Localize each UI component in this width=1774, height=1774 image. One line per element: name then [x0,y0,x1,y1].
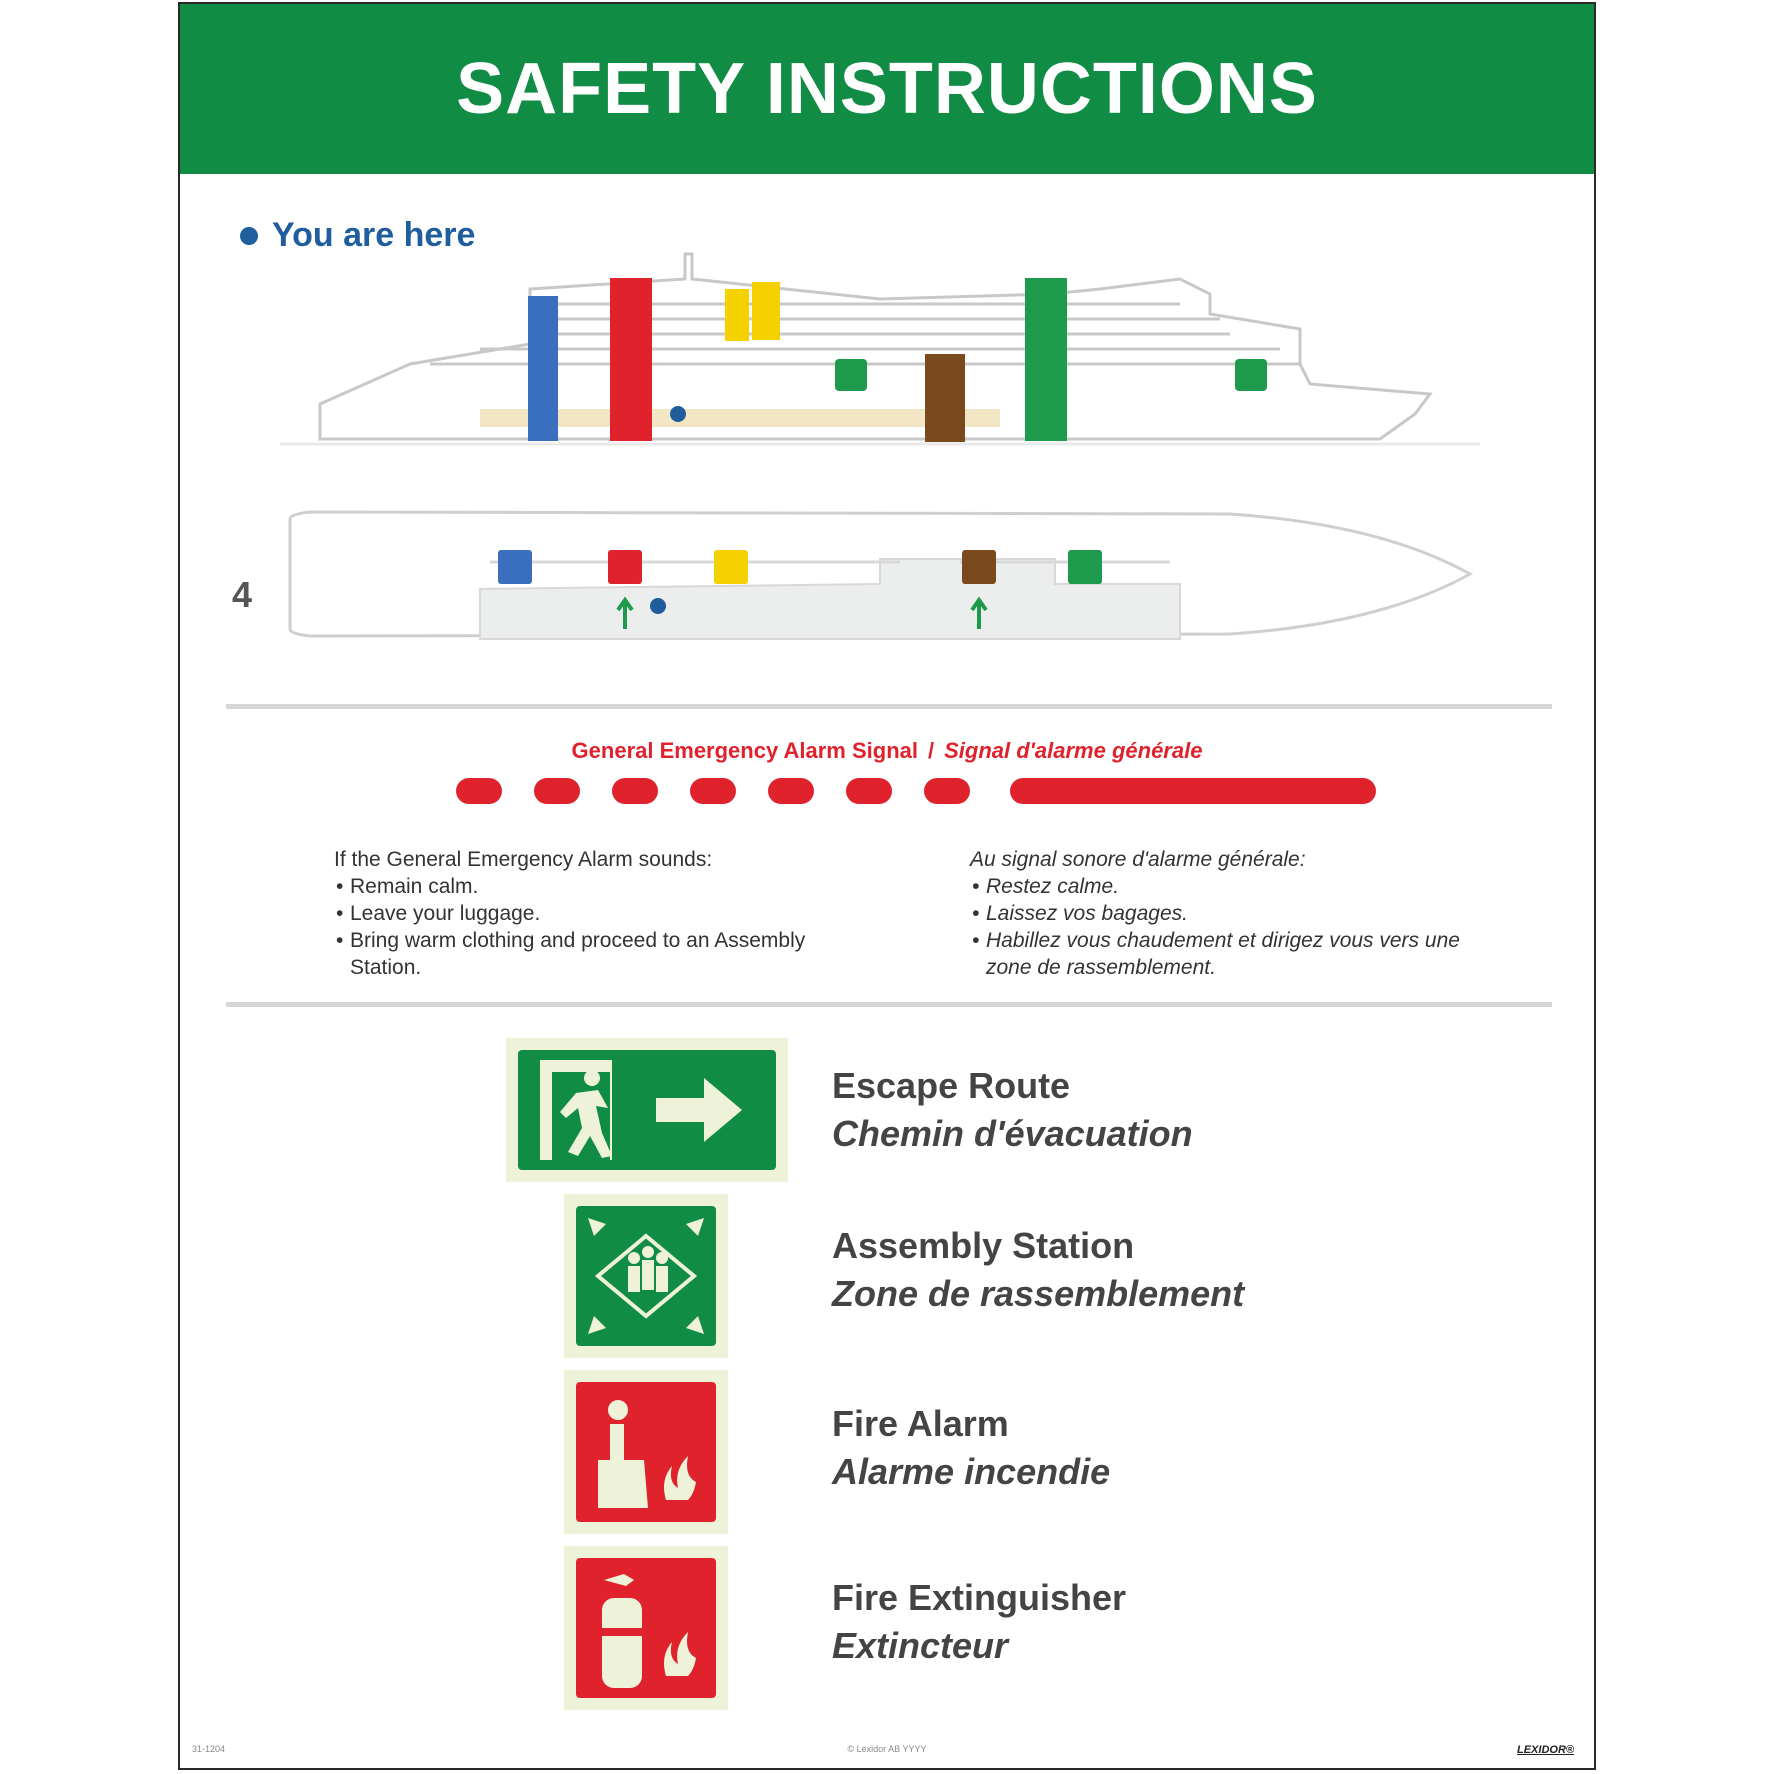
alarm-short-blast [612,778,658,804]
deck-plan-red [608,550,642,584]
alarm-signal-title [180,738,1594,764]
instruction-item: • Restez calme. [986,873,1490,900]
deck-plan-yellow [714,550,748,584]
instructions-fr-intro: Au signal sonore d'alarme générale: [970,848,1306,871]
instruction-item: • Habillez vous chaudement et dirigez vous vers une zone de rassemblement. [986,927,1490,981]
stairway-yellow-2 [752,282,780,340]
sign-label-fr: Chemin d'évacuation [832,1113,1193,1154]
you-are-here-label: You are here [272,216,476,254]
alarm-short-blast [846,778,892,804]
instructions-en-intro: If the General Emergency Alarm sounds: [334,848,713,871]
sign-label-en: Fire Extinguisher [832,1577,1127,1618]
assembly-station-icon [564,1194,728,1358]
fire-alarm-icon [564,1370,728,1534]
escape-route-icon [506,1038,788,1182]
you-are-here-plan-marker [650,598,666,614]
divider [226,704,1552,709]
deck-plan-brown [962,550,996,584]
safety-poster [178,2,1596,1770]
alarm-title-separator: / [927,738,935,763]
stairway-green [1025,278,1067,441]
instruction-item: • Bring warm clothing and proceed to an Assembly Station. [350,927,854,981]
you-are-here-marker-icon [240,227,258,245]
stairway-yellow-1 [725,289,749,341]
sign-label-en: Escape Route [832,1065,1071,1106]
sign-label-en: Fire Alarm [832,1403,1009,1444]
instruction-item: • Laissez vos bagages. [986,900,1490,927]
sign-label-escape-route [832,1062,1193,1158]
sign-label-fr: Alarme incendie [832,1451,1111,1492]
stairway-red [610,278,652,441]
sign-label-assembly-station [832,1222,1244,1318]
deck-plan [290,512,1470,639]
alarm-short-blasts [456,778,970,804]
footer-copyright: © Lexidor AB YYYY [847,1744,927,1754]
deck-plan-green [1068,550,1102,584]
stairway-blue [528,296,558,441]
brand-logo: LEXIDOR® [1517,1744,1574,1756]
instruction-item: • Leave your luggage. [350,900,854,927]
assembly-marker-1 [835,359,867,391]
ship-diagram [180,244,1596,704]
sign-label-fr: Zone de rassemblement [832,1273,1245,1314]
alarm-short-blast [534,778,580,804]
alarm-short-blast [768,778,814,804]
stairway-brown [925,354,965,442]
assembly-marker-2 [1235,359,1267,391]
instructions-en [334,846,854,981]
alarm-short-blast [456,778,502,804]
alarm-title-fr: Signal d'alarme générale [944,738,1203,763]
sign-label-fire-alarm [832,1400,1110,1496]
divider [226,1002,1552,1007]
header-banner [180,4,1594,174]
instructions-fr [970,846,1490,981]
page-title: SAFETY INSTRUCTIONS [456,49,1318,129]
deck-number: 4 [232,574,253,615]
deck-plan-blue [498,550,532,584]
alarm-short-blast [690,778,736,804]
sign-label-fr: Extincteur [832,1625,1009,1666]
alarm-long-blast [1010,778,1376,804]
sign-label-fire-extinguisher [832,1574,1126,1670]
sign-label-en: Assembly Station [832,1225,1135,1266]
alarm-short-blast [924,778,970,804]
alarm-title-en: General Emergency Alarm Signal [571,738,918,763]
footer-code: 31-1204 [192,1744,226,1754]
instruction-item: • Remain calm. [350,873,854,900]
you-are-here-side-marker [670,406,686,422]
fire-extinguisher-icon [564,1546,728,1710]
